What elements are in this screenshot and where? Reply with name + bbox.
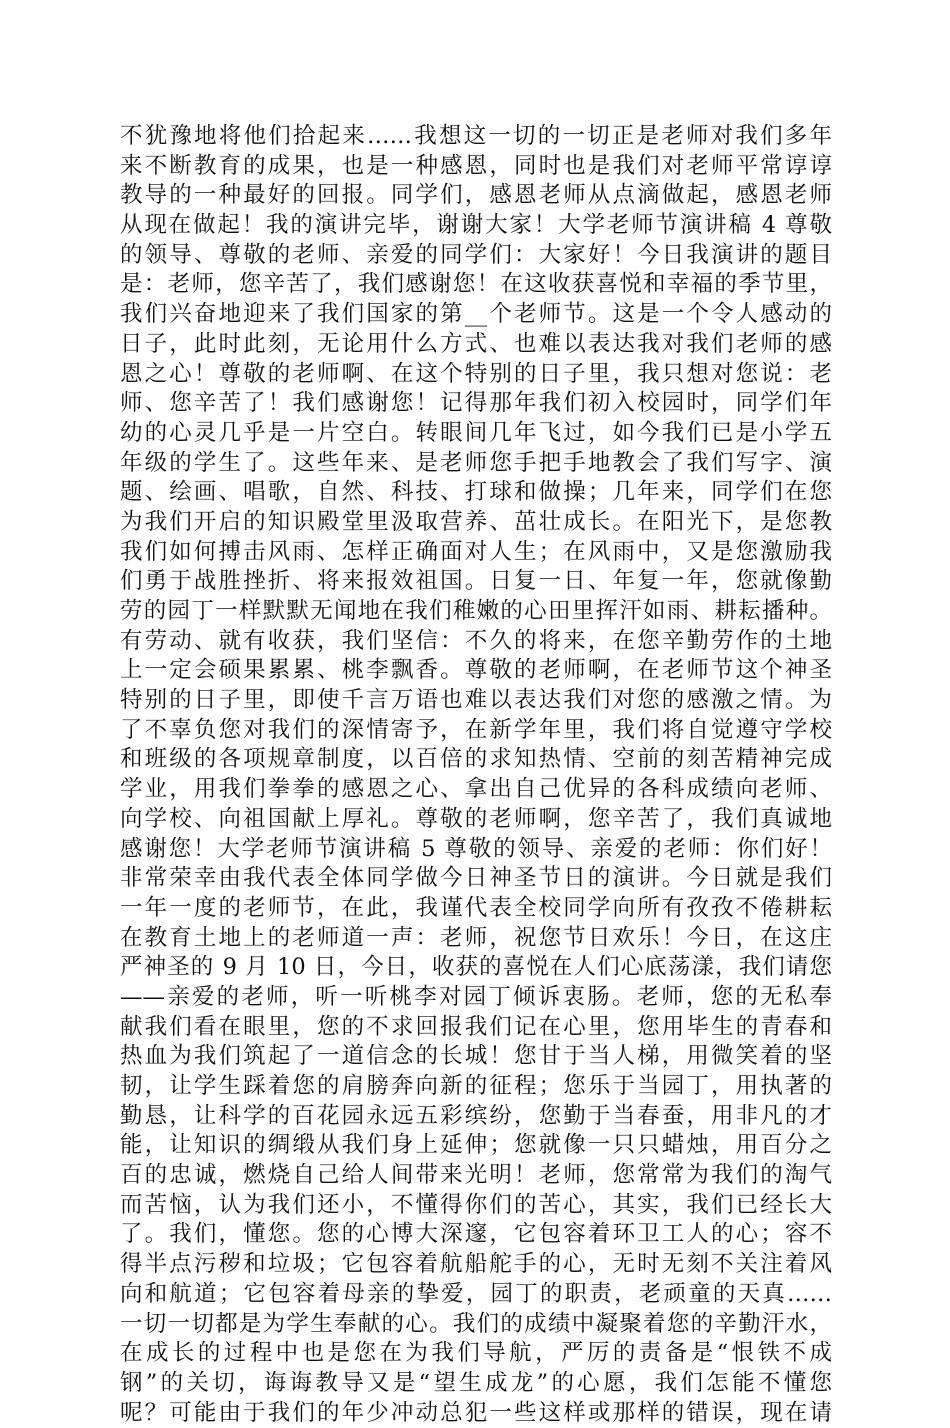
text-line: 题、绘画、唱歌，自然、科技、打球和做操；几年来，同学们在您 <box>120 479 832 506</box>
text-line: 和班级的各项规章制度，以百倍的求知热情、空前的刻苦精神完成 <box>120 746 832 773</box>
text-line: 一切一切都是为学生奉献的心。我们的成绩中凝聚着您的辛勤汗水， <box>120 1310 832 1337</box>
text-line: 能，让知识的绸缎从我们身上延伸；您就像一只只蜡烛，用百分之 <box>120 1132 832 1159</box>
text-line: 得半点污秽和垃圾；它包容着航船舵手的心，无时无刻不关注着风 <box>120 1251 832 1278</box>
text-line: 不犹豫地将他们拾起来……我想这一切的一切正是老师对我们多年 <box>120 123 832 149</box>
text-line: 来不断教育的成果，也是一种感恩，同时也是我们对老师平常谆谆 <box>120 152 832 179</box>
text-line: 师、您辛苦了！我们感谢您！记得那年我们初入校园时，同学们年 <box>120 390 832 417</box>
text-line: 年级的学生了。这些年来、是老师您手把手地教会了我们写字、演 <box>120 449 832 476</box>
text-line: 我们兴奋地迎来了我们国家的第__个老师节。这是一个令人感动的 <box>120 301 832 328</box>
text-line: 上一定会硕果累累、桃李飘香。尊敬的老师啊，在老师节这个神圣 <box>120 657 832 684</box>
text-line: 在成长的过程中也是您在为我们导航，严厉的责备是“恨铁不成 <box>120 1340 832 1367</box>
text-line: 我们如何搏击风雨、怎样正确面对人生；在风雨中，又是您激励我 <box>120 538 832 565</box>
text-line: 们勇于战胜挫折、将来报效祖国。日复一日、年复一年，您就像勤 <box>120 568 832 595</box>
text-line: 从现在做起！我的演讲完毕，谢谢大家！大学老师节演讲稿 4 尊敬 <box>120 212 832 239</box>
text-line: 了。我们，懂您。您的心博大深邃，它包容着环卫工人的心；容不 <box>120 1221 832 1248</box>
text-line: 日子，此时此刻，无论用什么方式、也难以表达我对我们老师的感 <box>120 330 832 357</box>
text-line: 了不辜负您对我们的深情寄予，在新学年里，我们将自觉遵守学校 <box>120 716 832 743</box>
text-line: 勤恳，让科学的百花园永远五彩缤纷，您勤于当春蚕，用非凡的才 <box>120 1102 832 1129</box>
text-line: 百的忠诚，燃烧自己给人间带来光明！老师，您常常为我们的淘气 <box>120 1162 832 1189</box>
text-line: 热血为我们筑起了一道信念的长城！您甘于当人梯，用微笑着的坚 <box>120 1043 832 1070</box>
body-text <box>120 122 832 1428</box>
text-line: 呢？可能由于我们的年少冲动总犯一些这样或那样的错误，现在请 <box>120 1399 832 1426</box>
text-line: 有劳动、就有收获，我们坚信：不久的将来，在您辛勤劳作的土地 <box>120 627 832 654</box>
text-line: 在教育土地上的老师道一声：老师，祝您节日欢乐！今日，在这庄 <box>120 924 832 951</box>
text-line: 劳的园丁一样默默无闻地在我们稚嫩的心田里挥汗如雨、耕耘播种。 <box>120 598 832 624</box>
text-line: ——亲爱的老师，听一听桃李对园丁倾诉衷肠。老师，您的无私奉 <box>120 983 832 1010</box>
text-line: 为我们开启的知识殿堂里汲取营养、茁壮成长。在阳光下，是您教 <box>120 508 832 535</box>
text-line: 向和航道；它包容着母亲的挚爱，园丁的职责，老顽童的天真…… <box>120 1280 832 1307</box>
text-line: 韧，让学生踩着您的肩膀奔向新的征程；您乐于当园丁，用执著的 <box>120 1073 832 1099</box>
text-line: 教导的一种最好的回报。同学们，感恩老师从点滴做起，感恩老师 <box>120 182 832 209</box>
text-line: 学业，用我们拳拳的感恩之心、拿出自己优异的各科成绩向老师、 <box>120 776 832 803</box>
text-line: 一年一度的老师节，在此，我谨代表全校同学向所有孜孜不倦耕耘 <box>120 894 832 921</box>
text-line: 非常荣幸由我代表全体同学做今日神圣节日的演讲。今日就是我们 <box>120 865 832 892</box>
text-line: 的领导、尊敬的老师、亲爱的同学们：大家好！今日我演讲的题目 <box>120 241 832 268</box>
text-line: 感谢您！大学老师节演讲稿 5 尊敬的领导、亲爱的老师：你们好！ <box>120 835 832 862</box>
text-line: 向学校、向祖国献上厚礼。尊敬的老师啊，您辛苦了，我们真诚地 <box>120 805 832 832</box>
text-line: 特别的日子里，即使千言万语也难以表达我们对您的感激之情。为 <box>120 687 832 714</box>
text-line: 钢”的关切，诲诲教导又是“望生成龙”的心愿，我们怎能不懂您 <box>120 1369 832 1396</box>
text-line: 献我们看在眼里，您的不求回报我们记在心里，您用毕生的青春和 <box>120 1013 832 1040</box>
text-line: 而苦恼，认为我们还小，不懂得你们的苦心，其实，我们已经长大 <box>120 1191 832 1218</box>
text-line: 恩之心！尊敬的老师啊、在这个特别的日子里，我只想对您说：老 <box>120 360 832 387</box>
text-line: 是：老师，您辛苦了，我们感谢您！在这收获喜悦和幸福的季节里， <box>120 271 832 298</box>
text-line: 严神圣的 9 月 10 日，今日，收获的喜悦在人们心底荡漾，我们请您 <box>120 954 832 981</box>
text-line: 幼的心灵几乎是一片空白。转眼间几年飞过，如今我们已是小学五 <box>120 419 832 446</box>
